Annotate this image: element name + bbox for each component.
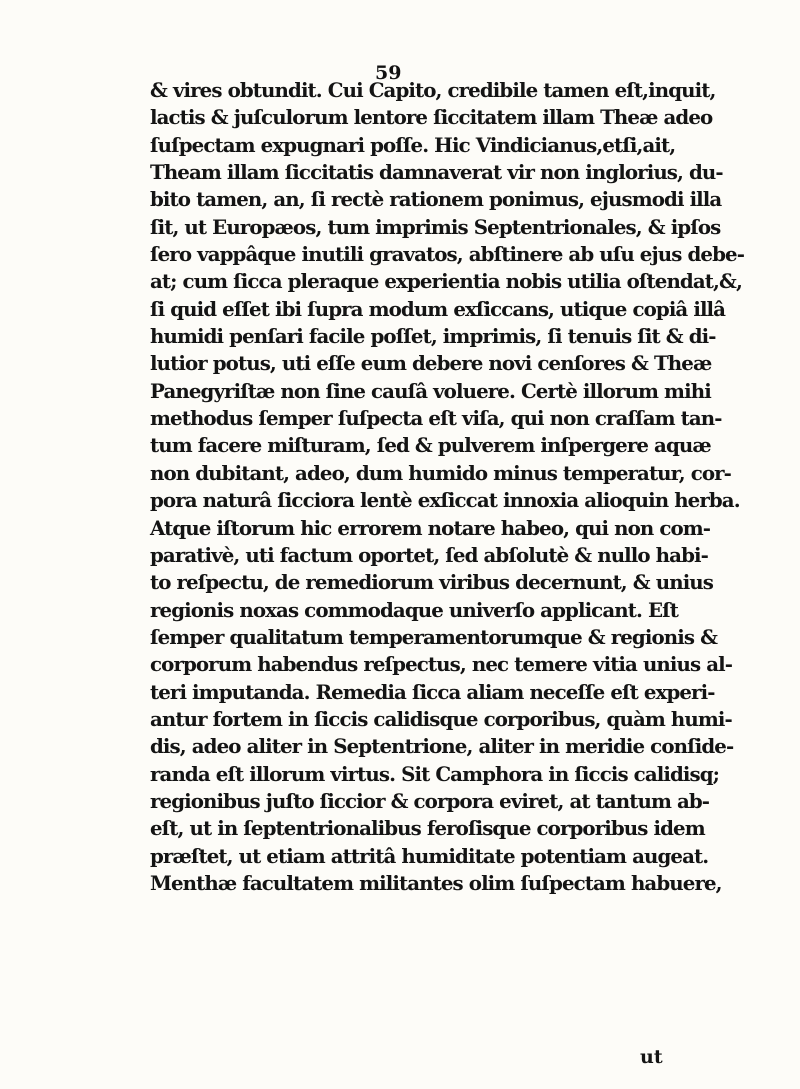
text-line: & vires obtundit. Cui Capito, credibile tamen eſt,inquit, (150, 78, 716, 102)
text-line: non dubitant, adeo, dum humido minus temperatur, cor- (150, 460, 731, 485)
text-line: ſemper qualitatum temperamentorumque & regionis & (150, 624, 718, 649)
text-line: methodus ſemper ſuſpecta eſt viſa, qui non craſſam tan- (150, 406, 722, 431)
text-line: ſi quid eſſet ibi ſupra modum exſiccans, utique copiâ illâ (150, 296, 726, 321)
text-line: randa eſt illorum virtus. Sit Camphora in ſiccis calidisq; (150, 761, 720, 786)
text-line: pora naturâ ſicciora lentè exſiccat innoxia alioquin herba. (150, 488, 740, 513)
text-line: ſit, ut Europæos, tum imprimis Septentrionales, & ipſos (150, 214, 721, 239)
text-line: teri imputanda. Remedia ſicca aliam neceſſe eſt experi- (150, 679, 715, 704)
text-line: regionis noxas commodaque univerſo applicant. Eſt (150, 597, 678, 622)
text-line: Menthæ facultatem militantes olim ſuſpectam habuere, (150, 870, 722, 895)
catchword: ut (640, 1046, 663, 1068)
text-line: corporum habendus reſpectus, nec temere vitia unius al- (150, 652, 733, 677)
text-line: regionibus juſto ſiccior & corpora eviret, at tantum ab- (150, 788, 710, 813)
text-line: ſuſpectam expugnari poſſe. Hic Vindicianus,etſi,ait, (150, 132, 676, 157)
page-number: 59 (375, 62, 402, 84)
text-line: Panegyriſtæ non ſine cauſâ voluere. Certè illorum mihi (150, 378, 711, 403)
text-line: at; cum ſicca pleraque experientia nobis utilia oſtendat,&, (150, 269, 742, 294)
text-line: parativè, uti factum oportet, ſed abſolutè & nullo habi- (150, 542, 708, 567)
text-line: bito tamen, an, ſi rectè rationem ponimus, ejusmodi illa (150, 187, 722, 212)
text-line: dis, adeo aliter in Septentrione, aliter in meridie conſide- (150, 734, 734, 759)
text-line: lutior potus, uti eſſe eum debere novi cenſores & Theæ (150, 351, 712, 376)
text-line: præſtet, ut etiam attritâ humiditate potentiam augeat. (150, 843, 709, 868)
text-line: to reſpectu, de remediorum viribus decernunt, & unius (150, 570, 714, 595)
text-line: lactis & juſculorum lentore ſiccitatem illam Theæ adeo (150, 105, 713, 130)
text-line: antur fortem in ſiccis calidisque corporibus, quàm humi- (150, 706, 732, 731)
text-line: eſt, ut in ſeptentrionalibus feroſisque corporibus idem (150, 816, 705, 841)
text-line: Atque iſtorum hic errorem notare habeo, qui non com- (150, 515, 711, 540)
text-line: humidi penſari facile poſſet, imprimis, ſi tenuis ſit & di- (150, 324, 716, 349)
text-line: ſero vappâque inutili gravatos, abſtinere ab uſu ejus debe- (150, 242, 745, 267)
text-line: tum facere miſturam, ſed & pulverem inſpergere aquæ (150, 433, 711, 458)
text-line: Theam illam ſiccitatis damnaverat vir non inglorius, du- (150, 160, 723, 185)
body-text (150, 77, 745, 897)
